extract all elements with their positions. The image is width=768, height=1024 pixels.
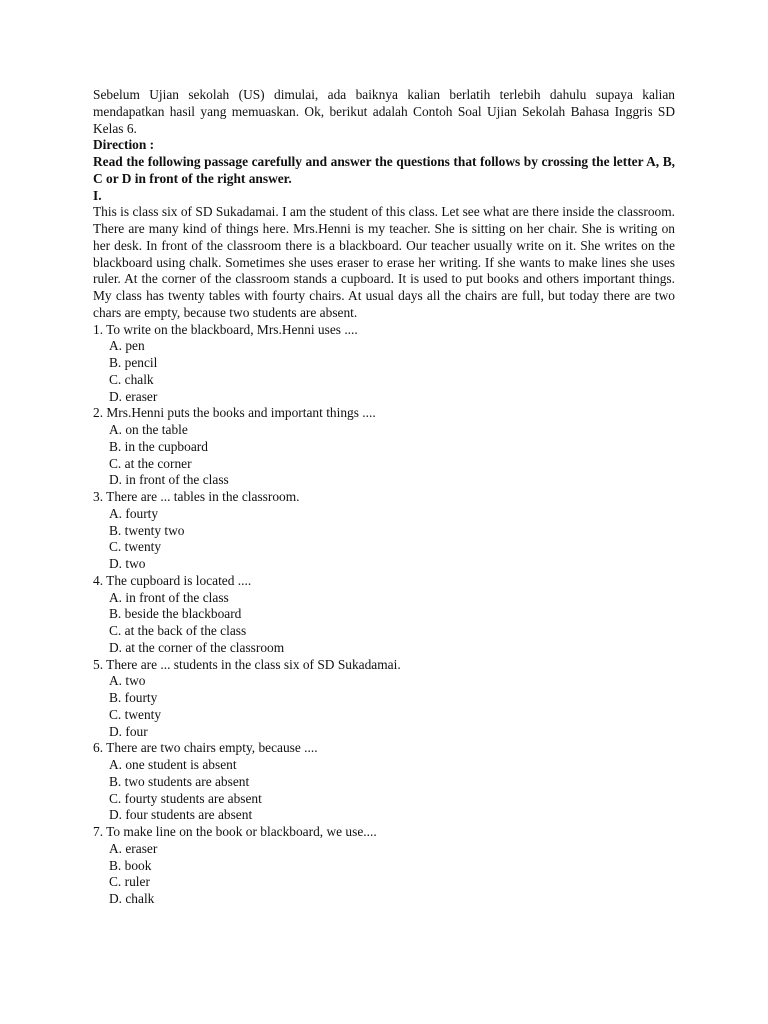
answer-option-c: C. at the back of the class <box>109 623 247 638</box>
answer-options <box>93 757 675 824</box>
answer-option-d: D. chalk <box>109 891 155 906</box>
answer-options <box>93 506 675 573</box>
answer-option-b: B. twenty two <box>109 522 185 538</box>
question-text: 5. There are ... students in the class six of SD Sukadamai. <box>93 656 401 672</box>
answer-options <box>93 590 675 657</box>
answer-option-b: B. fourty <box>109 690 158 705</box>
answer-option-a: A. one student is absent <box>109 757 237 772</box>
answer-option-d: D. four students are absent <box>109 807 253 823</box>
question-7 <box>93 824 675 908</box>
answer-option-d: D. in front of the class <box>109 472 229 488</box>
question-text: 1. To write on the blackboard, Mrs.Henni uses .... <box>93 321 358 337</box>
question-5 <box>93 657 675 741</box>
answer-option-d: D. eraser <box>109 388 158 404</box>
answer-option-c: C. twenty <box>109 706 162 722</box>
intro-paragraph: Sebelum Ujian sekolah (US) dimulai, ada baiknya kalian berlatih terlebih dahulu supaya kalian mendapatkan hasil yang memuaskan. Ok, berikut adalah Contoh Soal Ujian Sekolah Bahasa Inggris SD Kelas 6. <box>93 87 675 136</box>
answer-option-b: B. pencil <box>109 355 158 370</box>
question-text: 3. There are ... tables in the classroom. <box>93 489 300 504</box>
question-list <box>93 322 675 908</box>
question-1 <box>93 322 675 406</box>
answer-option-d: D. four <box>109 723 148 739</box>
answer-option-a: A. on the table <box>109 422 188 437</box>
question-text: 4. The cupboard is located .... <box>93 572 252 588</box>
answer-option-c: C. chalk <box>109 371 154 387</box>
answer-option-d: D. two <box>109 556 146 571</box>
answer-option-a: A. in front of the class <box>109 589 229 605</box>
answer-option-b: B. book <box>109 857 152 873</box>
question-text: 2. Mrs.Henni puts the books and important things .... <box>93 405 376 421</box>
answer-option-a: A. two <box>109 673 146 689</box>
reading-passage: This is class six of SD Sukadamai. I am the student of this class. Let see what are there inside the classroom. There are many kind of things here. Mrs.Henni is my teacher. She is sitting on her chair. She is writing on her desk. In front of the classroom there is a blackboard. Our teacher usually write on it. She writes on the blackboard using chalk. Sometimes she uses eraser to erase her writing. If she wants to make lines she uses ruler. At the corner of the classroom stands a cupboard. It is used to put books and others important things. My class has twenty tables with fourty chairs. At usual days all the chairs are full, but today there are two chars are empty, because two students are absent. <box>93 204 675 320</box>
answer-option-c: C. ruler <box>109 874 150 890</box>
answer-option-a: A. fourty <box>109 505 159 521</box>
document-page <box>93 87 675 908</box>
answer-option-d: D. at the corner of the classroom <box>109 639 285 655</box>
section-label: I. <box>93 187 102 203</box>
direction-label: Direction : <box>93 137 155 153</box>
answer-options <box>93 338 675 405</box>
question-3 <box>93 489 675 573</box>
answer-option-a: A. eraser <box>109 840 158 856</box>
question-2 <box>93 405 675 489</box>
answer-option-a: A. pen <box>109 338 145 354</box>
answer-options <box>93 673 675 740</box>
answer-option-b: B. beside the blackboard <box>109 606 242 622</box>
answer-option-b: B. two students are absent <box>109 773 250 789</box>
question-text: 6. There are two chairs empty, because .... <box>93 740 318 756</box>
answer-option-c: C. twenty <box>109 539 162 555</box>
answer-option-c: C. at the corner <box>109 455 192 471</box>
answer-option-c: C. fourty students are absent <box>109 790 262 806</box>
answer-option-b: B. in the cupboard <box>109 438 208 454</box>
question-text: 7. To make line on the book or blackboard, we use.... <box>93 824 377 839</box>
answer-options <box>93 422 675 489</box>
answer-options <box>93 841 675 908</box>
question-6 <box>93 740 675 824</box>
direction-text: Read the following passage carefully and answer the questions that follows by crossing the letter A, B, C or D in front of the right answer. <box>93 154 675 186</box>
question-4 <box>93 573 675 657</box>
